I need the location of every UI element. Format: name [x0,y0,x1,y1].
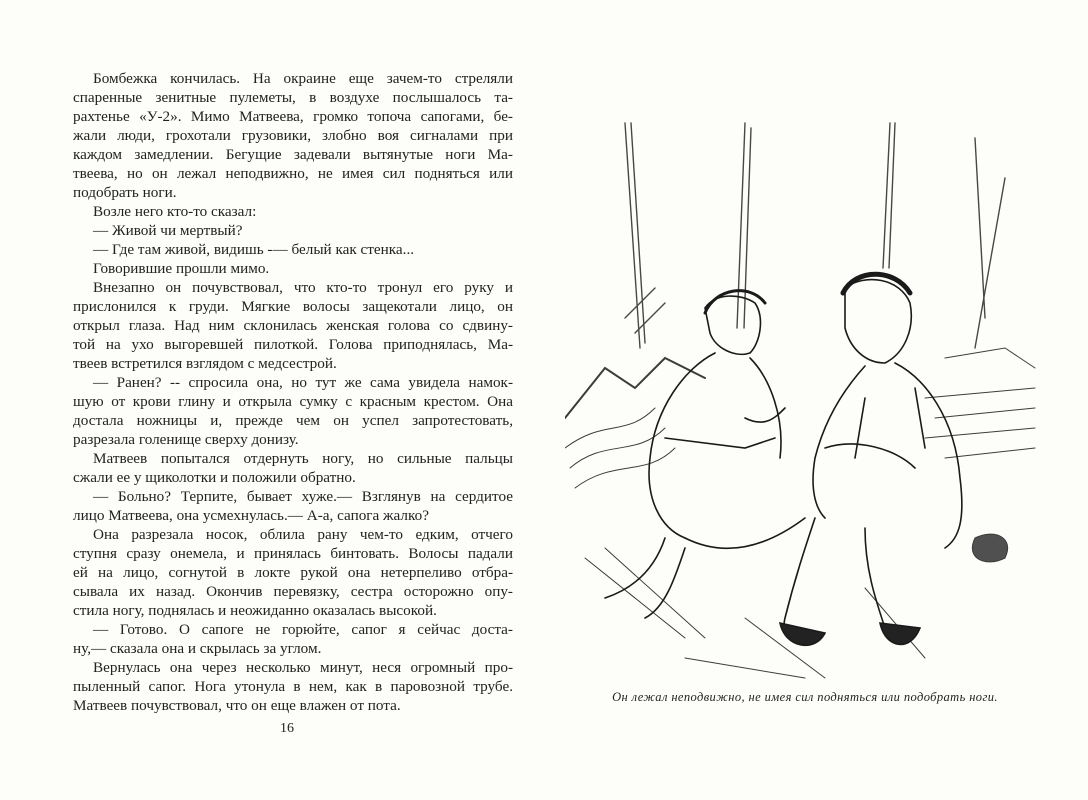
page-number: 16 [280,721,294,736]
text-line: ей на лицо, согнутой в локте рукой она нетерпеливо отбра- [73,564,513,581]
text-line: твеева, но он лежал неподвижно, не имея сил подняться или [73,165,513,182]
soldier-figure [780,274,962,645]
text-line: шую от крови глину и открыла сумку с красным крестом. Она [73,393,513,410]
text-line: подобрать ноги. [73,184,177,201]
nurse-figure [605,291,805,618]
text-line: Говорившие прошли мимо. [93,260,270,277]
text-line: жали люди, грохотали грузовики, злобно воя сигналами при [73,127,513,144]
text-line: — Живой чи мертвый? [93,222,243,239]
text-line: ну,— сказала она и скрылась за углом. [73,640,322,657]
text-line: лицо Матвеева, она усмехнулась.— А-а, сапога жалко? [73,507,429,524]
text-line: разрезала голенище сверху донизу. [73,431,299,448]
text-line: твеев встретился взглядом с медсестрой. [73,355,337,372]
text-line: Возле него кто-то сказал: [93,203,257,220]
text-line: Она разрезала носок, облила рану чем-то едким, отчего [93,526,513,543]
background-poles [625,123,1005,348]
text-line: открыл глаза. Над ним склонилась женская голова со сдвину- [73,317,513,334]
text-line: спаренные зенитные пулеметы, в воздухе послышалось та- [73,89,513,106]
text-line: ступня сразу онемела, и принялась бинтовать. Волосы падали [73,545,513,562]
text-line: Внезапно он почувствовал, что кто-то тронул его руку и [93,279,513,296]
text-line: каждом замедлении. Бегущие задевали вытянутые ноги Ма- [73,146,513,163]
text-line: прислонился к груди. Мягкие волосы защекотали лицо, он [73,298,513,315]
text-line: Вернулась она через несколько минут, неся огромный про- [93,659,513,676]
text-line: — Больно? Терпите, бывает хуже.— Взглянув на сердитое [93,488,513,505]
illustration-caption: Он лежал неподвижно, не имея сил подняться или подобрать ноги. [612,690,998,704]
text-line: рахтенье «У-2». Мимо Матвеева, громко топоча сапогами, бе- [73,108,513,125]
text-line: Бомбежка кончилась. На окраине еще зачем-то стреляли [93,70,513,87]
text-line: пыленный сапог. Нога утонула в нем, как в паровозной трубе. [73,678,513,695]
illustration-nurse-and-wounded-soldier [565,118,1043,683]
text-line: — Ранен? -- спросила она, но тут же сама увидела намок- [93,374,513,391]
text-line: сжали ее у щиколотки и положили обратно. [73,469,356,486]
body-text [73,69,513,715]
text-line: той на ухо выгоревшей пилоткой. Голова приподнялась, Ма- [73,336,513,353]
text-line: Матвеев попытался отдернуть ногу, но сильные пальцы [93,450,513,467]
text-line: Матвеев почувствовал, что он еще влажен от пота. [73,697,401,714]
text-line: — Где там живой, видишь -— белый как стенка... [93,241,415,258]
text-line: стила ногу, поднялась и неожиданно оказалась высокой. [73,602,437,619]
text-line: сывала их назад. Окончив перевязку, сестра осторожно опу- [73,583,513,600]
text-line: — Готово. О сапоге не горюйте, сапог я сейчас доста- [93,621,513,638]
text-line: достала ножницы и, прежде чем он успел запротестовать, [73,412,513,429]
